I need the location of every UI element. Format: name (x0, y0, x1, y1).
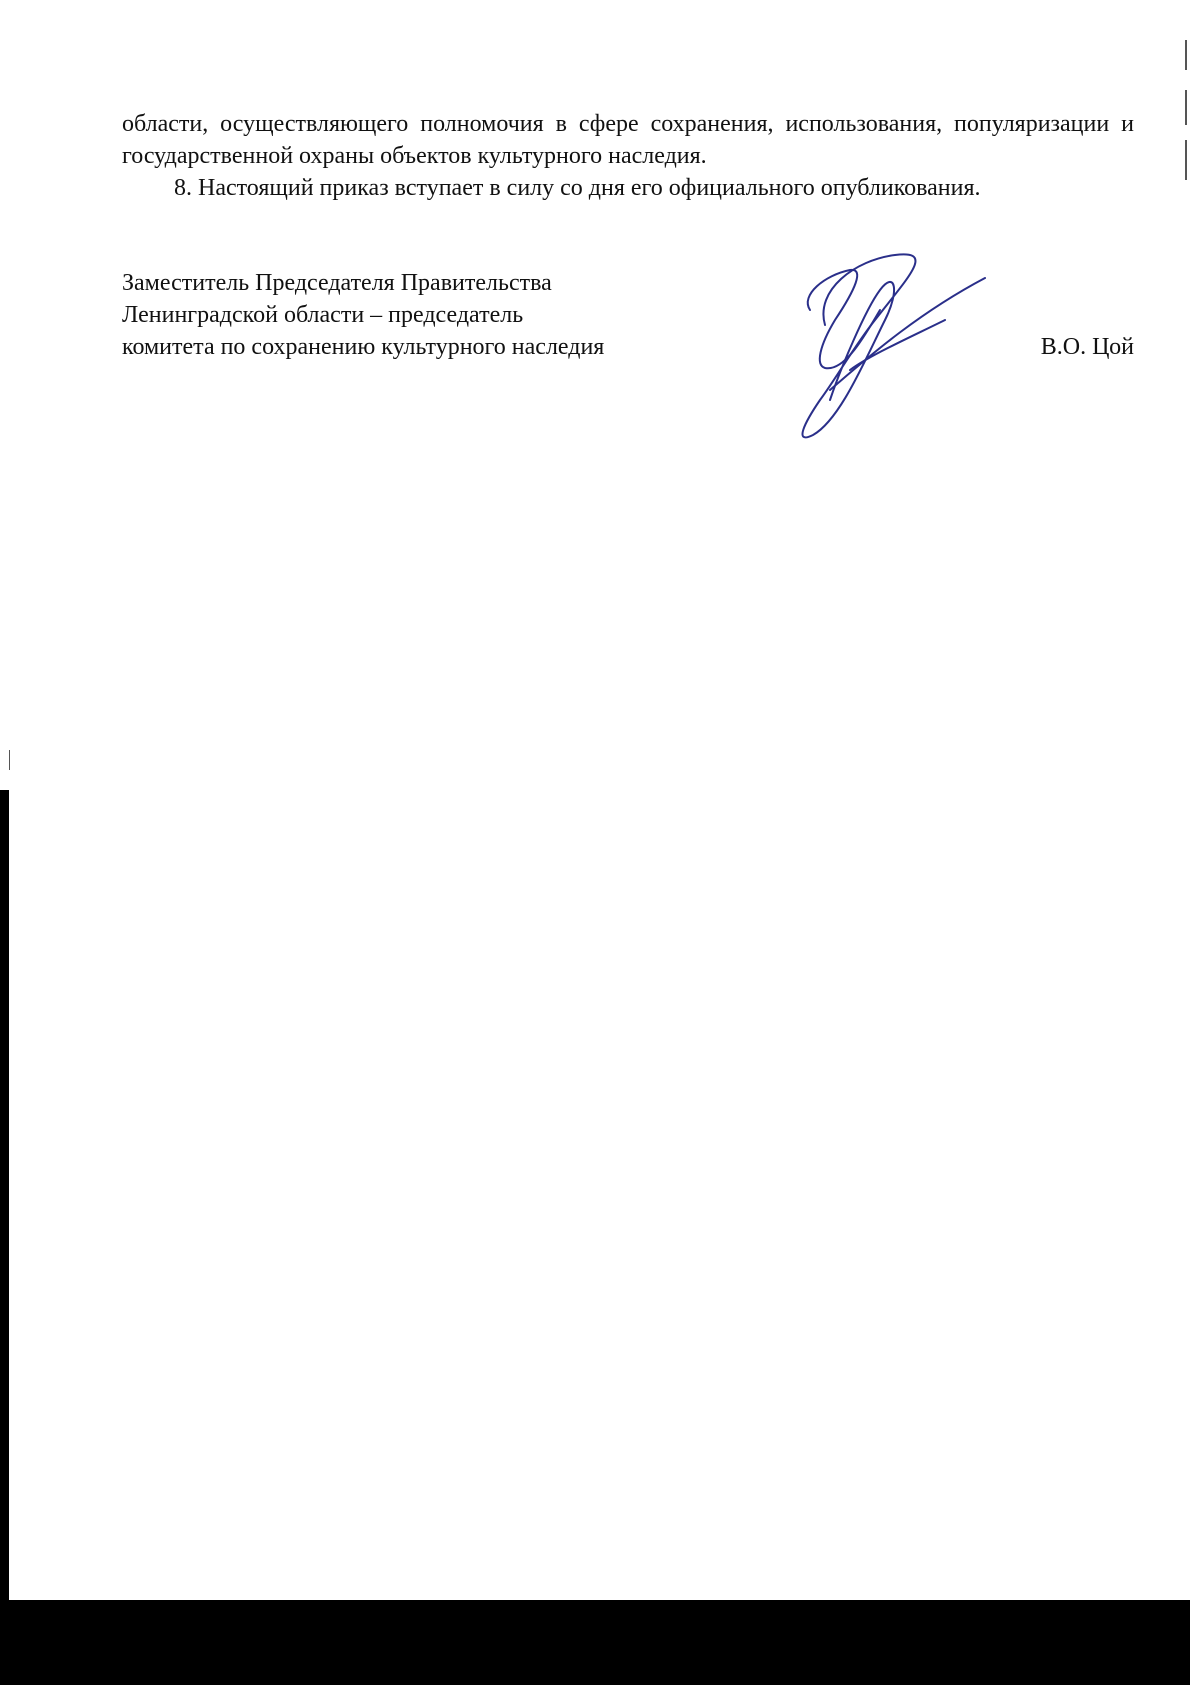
scan-edge-mark (1185, 90, 1187, 125)
document-body (122, 108, 1134, 204)
signatory-title-line: комитета по сохранению культурного наследия (122, 334, 605, 360)
scan-edge-mark (9, 750, 10, 770)
paragraph-continuation: области, осуществляющего полномочия в сфере сохранения, использования, популяризации и государственной охраны объектов культурного наследия. (122, 111, 1134, 169)
signatory-title-line: Заместитель Председателя Правительства (122, 270, 552, 296)
signatory-title-line: Ленинградской области – председатель (122, 302, 524, 328)
scan-edge-mark (1185, 140, 1187, 180)
handwritten-signature-icon (795, 250, 1010, 450)
signer-name: В.О. Цой (1040, 334, 1134, 360)
paragraph-effective-date: 8. Настоящий приказ вступает в силу со дня его официального опубликования. (174, 175, 981, 201)
scan-edge-mark (1185, 40, 1187, 70)
scan-left-edge (0, 790, 9, 1600)
scan-bottom-bar (0, 1600, 1190, 1685)
signatory-title (122, 267, 722, 363)
